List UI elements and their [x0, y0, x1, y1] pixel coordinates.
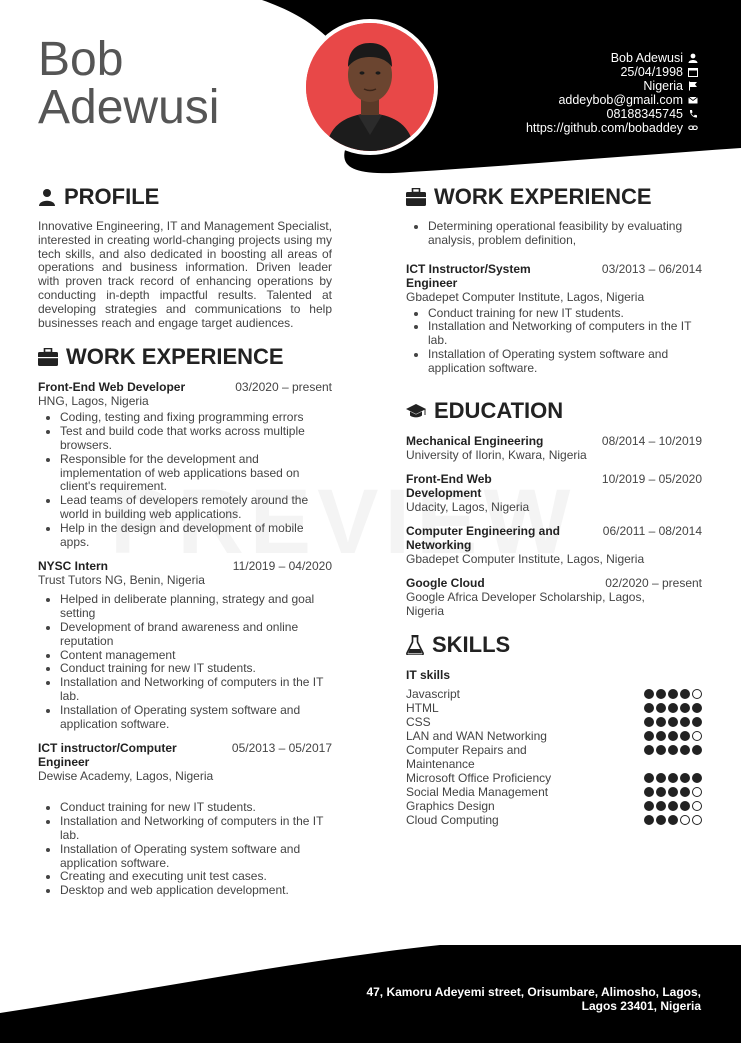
rating-dot-filled [680, 787, 690, 797]
footer-address: 47, Kamoru Adeyemi street, Orisumbare, Alimosho, Lagos, Lagos 23401, Nigeria [366, 985, 701, 1013]
rating-dot-filled [692, 773, 702, 783]
skill-item [406, 701, 702, 715]
rating-dot-filled [692, 745, 702, 755]
list-item: • Conduct training for new IT students. [60, 801, 332, 815]
skills-list [406, 687, 702, 827]
job-date: 03/2013 – 06/2014 [601, 261, 702, 276]
rating-dot-filled [680, 689, 690, 699]
skill-name: Javascript [406, 686, 461, 701]
skill-name: Microsoft Office Proficiency [406, 770, 552, 785]
rating-dot-filled [644, 731, 654, 741]
job-duties [38, 593, 332, 731]
job-organization: HNG, Lagos, Nigeria [38, 394, 149, 409]
rating-dot-filled [668, 773, 678, 783]
job-duties [406, 307, 702, 376]
skill-item [406, 785, 702, 799]
rating-dot-filled [668, 801, 678, 811]
skill-rating [644, 689, 702, 699]
briefcase-icon [38, 348, 58, 366]
skill-name: Computer Repairs and Maintenance [406, 742, 527, 771]
skill-rating [644, 815, 702, 825]
skill-name: Graphics Design [406, 798, 495, 813]
rating-dot-filled [656, 731, 666, 741]
list-item: • Development of brand awareness and online reputation [60, 621, 332, 649]
rating-dot-filled [668, 717, 678, 727]
link-icon [688, 123, 698, 133]
rating-dot-filled [644, 801, 654, 811]
rating-dot-empty [692, 689, 702, 699]
list-item: • Installation of Operating system software and application software. [60, 843, 332, 871]
job-duties [38, 801, 332, 898]
rating-dot-filled [668, 689, 678, 699]
left-column [38, 184, 332, 908]
job-title: ICT Instructor/System Engineer [406, 261, 531, 290]
skill-rating [644, 717, 702, 727]
rating-dot-filled [668, 731, 678, 741]
job-entry [38, 741, 332, 898]
list-item: • Content management [60, 649, 332, 663]
list-item: • Determining operational feasibility by evaluating analysis, problem definition, [428, 220, 702, 248]
rating-dot-filled [668, 815, 678, 825]
skills-heading: SKILLS [406, 632, 702, 658]
job-entry [406, 262, 702, 376]
skill-item [406, 799, 702, 813]
skill-item [406, 729, 702, 743]
contact-country: Nigeria [526, 79, 698, 93]
institution: Gbadepet Computer Institute, Lagos, Nigeria [406, 551, 645, 566]
rating-dot-filled [656, 787, 666, 797]
skill-rating [644, 745, 702, 755]
education-date: 10/2019 – 05/2020 [601, 471, 702, 486]
list-item: • Installation of Operating system software and application software. [60, 704, 332, 732]
person-avatar-icon [306, 23, 434, 151]
rating-dot-filled [680, 801, 690, 811]
rating-dot-filled [656, 745, 666, 755]
rating-dot-filled [680, 717, 690, 727]
first-name: Bob [38, 33, 124, 86]
list-item: • Creating and executing unit test cases. [60, 870, 332, 884]
rating-dot-filled [644, 745, 654, 755]
list-item: • Test and build code that works across multiple browsers. [60, 425, 332, 453]
job-date: 11/2019 – 04/2020 [232, 559, 332, 574]
institution: Udacity, Lagos, Nigeria [406, 499, 530, 514]
work-experience-heading: WORK EXPERIENCE [38, 344, 332, 370]
skill-rating [644, 801, 702, 811]
list-item: • Lead teams of developers remotely around the world in building web applications. [60, 494, 332, 522]
rating-dot-filled [644, 773, 654, 783]
contact-birthdate: 25/04/1998 [526, 65, 698, 79]
skill-name: Cloud Computing [406, 812, 499, 827]
rating-dot-empty [692, 787, 702, 797]
degree-title: Front-End Web Development [406, 471, 492, 500]
skills-subtitle: IT skills [406, 667, 451, 682]
job-entry [38, 559, 332, 731]
degree-title: Google Cloud [406, 575, 485, 590]
job-title: ICT instructor/Computer Engineer [38, 741, 177, 770]
education-entry [406, 472, 702, 514]
continued-duties [406, 220, 702, 248]
skill-item [406, 771, 702, 785]
envelope-icon [688, 95, 698, 105]
rating-dot-filled [644, 787, 654, 797]
job-date: 05/2013 – 05/2017 [231, 741, 332, 756]
rating-dot-filled [656, 703, 666, 713]
rating-dot-filled [644, 703, 654, 713]
job-organization: Dewise Academy, Lagos, Nigeria [38, 769, 214, 784]
job-date: 03/2020 – present [235, 380, 332, 395]
rating-dot-filled [656, 717, 666, 727]
institution: Google Africa Developer Scholarship, Lagos, Nigeria [406, 589, 645, 618]
education-entry [406, 434, 702, 462]
list-item: • Conduct training for new IT students. [428, 307, 702, 321]
list-item: • Helped in deliberate planning, strategy and goal setting [60, 593, 332, 621]
skill-item [406, 813, 702, 827]
list-item: • Installation of Operating system software and application software. [428, 348, 702, 376]
skill-rating [644, 731, 702, 741]
rating-dot-filled [680, 745, 690, 755]
rating-dot-filled [656, 689, 666, 699]
rating-dot-empty [692, 815, 702, 825]
education-date: 06/2011 – 08/2014 [602, 523, 702, 538]
rating-dot-filled [656, 815, 666, 825]
job-organization: Trust Tutors NG, Benin, Nigeria [38, 573, 205, 588]
list-item: • Desktop and web application development. [60, 884, 332, 898]
calendar-icon [688, 67, 698, 77]
education-date: 02/2020 – present [605, 575, 702, 590]
skill-name: LAN and WAN Networking [406, 728, 547, 743]
rating-dot-filled [656, 801, 666, 811]
contact-github[interactable]: https://github.com/bobaddey [526, 121, 698, 135]
user-icon [38, 188, 56, 206]
skill-name: CSS [406, 714, 431, 729]
briefcase-icon [406, 188, 426, 206]
degree-title: Computer Engineering and Networking [406, 523, 561, 552]
skill-rating [644, 773, 702, 783]
profile-heading: PROFILE [38, 184, 332, 210]
rating-dot-filled [680, 703, 690, 713]
phone-icon [688, 109, 698, 119]
profile-summary: Innovative Engineering, IT and Management Specialist, interested in creating world-changing projects using my tech skills, and also dedicated in boosting all areas of operations and business information. Driven leader with proven track record of enhancing operations by conducting in-depth impactful results. Talented at developing strategies and communications to help businesses reach and engage target audiences. [38, 219, 332, 330]
contact-name: Bob Adewusi [526, 51, 698, 65]
list-item: • Responsible for the development and implementation of web applications based on client's requirement. [60, 453, 332, 494]
rating-dot-filled [692, 717, 702, 727]
list-item: • Installation and Networking of computers in the IT lab. [60, 676, 332, 704]
job-organization: Gbadepet Computer Institute, Lagos, Nigeria [406, 289, 645, 304]
work-experience-continued-heading: WORK EXPERIENCE [406, 184, 702, 210]
flag-icon [688, 81, 698, 91]
rating-dot-filled [644, 815, 654, 825]
contact-info [526, 51, 698, 135]
profile-photo [302, 19, 438, 155]
job-duties [38, 411, 332, 549]
list-item: • Coding, testing and fixing programming errors [60, 411, 332, 425]
education-date: 08/2014 – 10/2019 [601, 433, 702, 448]
last-name: Adewusi [38, 81, 220, 134]
rating-dot-empty [692, 731, 702, 741]
right-column [406, 184, 702, 827]
skill-item [406, 715, 702, 729]
job-title: Front-End Web Developer [38, 380, 186, 395]
institution: University of Ilorin, Kwara, Nigeria [406, 447, 587, 462]
skill-item [406, 687, 702, 701]
skill-rating [644, 703, 702, 713]
list-item: • Help in the design and development of mobile apps. [60, 522, 332, 550]
rating-dot-filled [668, 703, 678, 713]
rating-dot-filled [680, 731, 690, 741]
education-heading: EDUCATION [406, 398, 702, 424]
job-entry [38, 380, 332, 549]
candidate-name [38, 33, 220, 134]
job-title: NYSC Intern [38, 559, 109, 574]
rating-dot-filled [656, 773, 666, 783]
education-entry [406, 576, 702, 618]
skill-name: HTML [406, 700, 439, 715]
rating-dot-filled [668, 745, 678, 755]
rating-dot-filled [680, 773, 690, 783]
contact-email[interactable]: addeybob@gmail.com [526, 93, 698, 107]
rating-dot-filled [692, 703, 702, 713]
list-item: • Installation and Networking of computers in the IT lab. [428, 320, 702, 348]
user-icon [688, 53, 698, 63]
degree-title: Mechanical Engineering [406, 433, 544, 448]
rating-dot-filled [644, 689, 654, 699]
skill-item [406, 743, 702, 771]
flask-icon [406, 635, 424, 655]
rating-dot-empty [692, 801, 702, 811]
list-item: • Installation and Networking of computers in the IT lab. [60, 815, 332, 843]
rating-dot-filled [644, 717, 654, 727]
education-entry [406, 524, 702, 566]
list-item: • Conduct training for new IT students. [60, 662, 332, 676]
skill-name: Social Media Management [406, 784, 549, 799]
rating-dot-filled [668, 787, 678, 797]
skill-rating [644, 787, 702, 797]
graduation-cap-icon [406, 403, 426, 419]
rating-dot-empty [680, 815, 690, 825]
contact-phone[interactable]: 08188345745 [526, 107, 698, 121]
